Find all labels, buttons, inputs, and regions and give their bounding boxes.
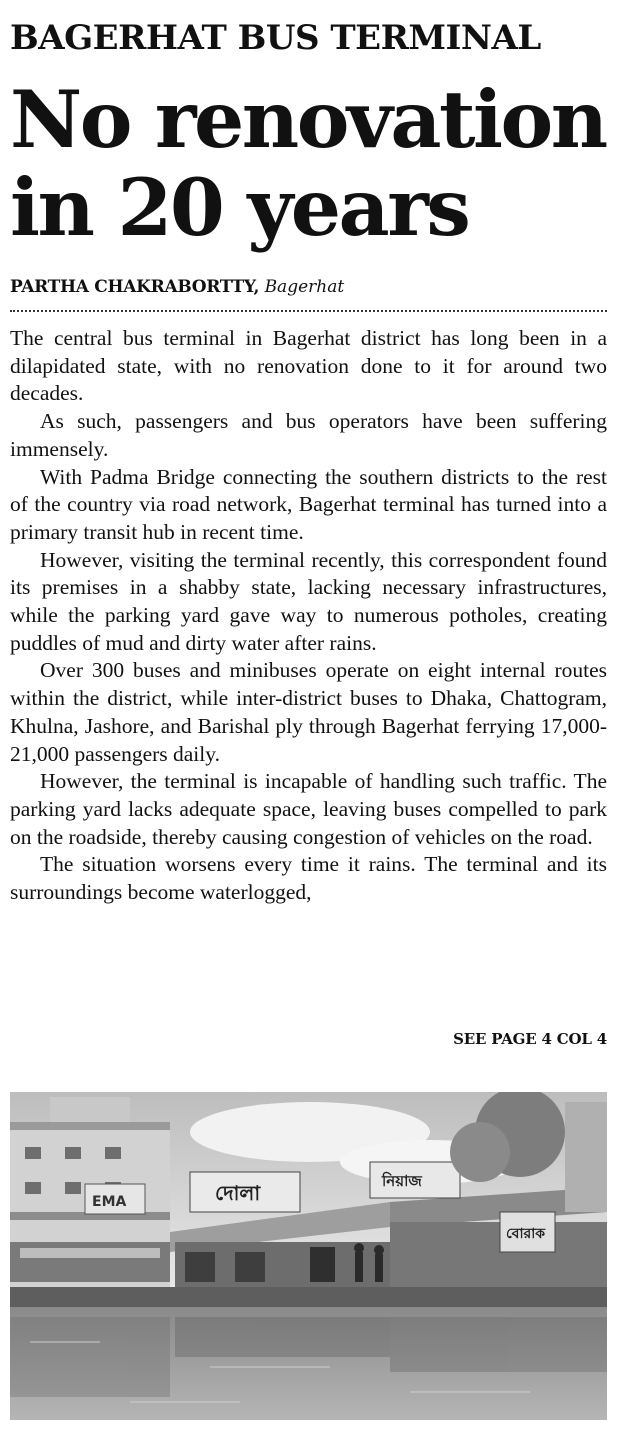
paragraph: Over 300 buses and minibuses operate on eight internal routes within the district, while inter-district buses to Dhaka, Chattogram, Khulna, Jashore, and Barishal ply through Bagerhat ferrying 17,000-21,000 passengers daily. xyxy=(10,658,607,766)
article-body xyxy=(10,325,607,907)
dotted-divider xyxy=(10,310,607,312)
article-headline xyxy=(10,73,607,254)
left-building xyxy=(10,1097,170,1292)
sign-niaz: নিয়াজ xyxy=(382,1172,422,1190)
paragraph: The situation worsens every time it rains. The terminal and its surroundings become waterlogged, xyxy=(10,852,607,905)
byline xyxy=(10,276,607,298)
sign-ema: EMA xyxy=(92,1194,127,1210)
paragraph: With Padma Bridge connecting the southern districts to the rest of the country via road network, Bagerhat terminal has turned into a primary transit hub in recent time. xyxy=(10,464,607,544)
byline-location: Bagerhat xyxy=(264,277,345,297)
continuation-jump: SEE PAGE 4 COL 4 xyxy=(453,1030,607,1048)
headline-line-1: No renovation xyxy=(10,73,606,166)
headline-line-2: in 20 years xyxy=(10,161,469,254)
paragraph: As such, passengers and bus operators have been suffering immensely. xyxy=(10,409,607,461)
paragraph: The central bus terminal in Bagerhat district has long been in a dilapidated state, with no renovation done to it for around two decades. xyxy=(10,326,607,406)
sign-dola: দোলা xyxy=(215,1181,261,1205)
sign-borak: বোরাক xyxy=(506,1226,546,1242)
byline-author: PARTHA CHAKRABORTTY, xyxy=(10,277,260,297)
paragraph: However, visiting the terminal recently, this correspondent found its premises in a shabby state, lacking necessary infrastructures, while the parking yard gave way to numerous potholes, creating puddles of mud and dirty water after rains. xyxy=(10,547,607,655)
terminal-photo xyxy=(10,1092,607,1420)
paragraph: However, the terminal is incapable of handling such traffic. The parking yard lacks adequate space, leaving buses compelled to park on the roadside, thereby causing congestion of vehicles on the road. xyxy=(10,769,607,849)
article-kicker: BAGERHAT BUS TERMINAL xyxy=(10,18,541,58)
